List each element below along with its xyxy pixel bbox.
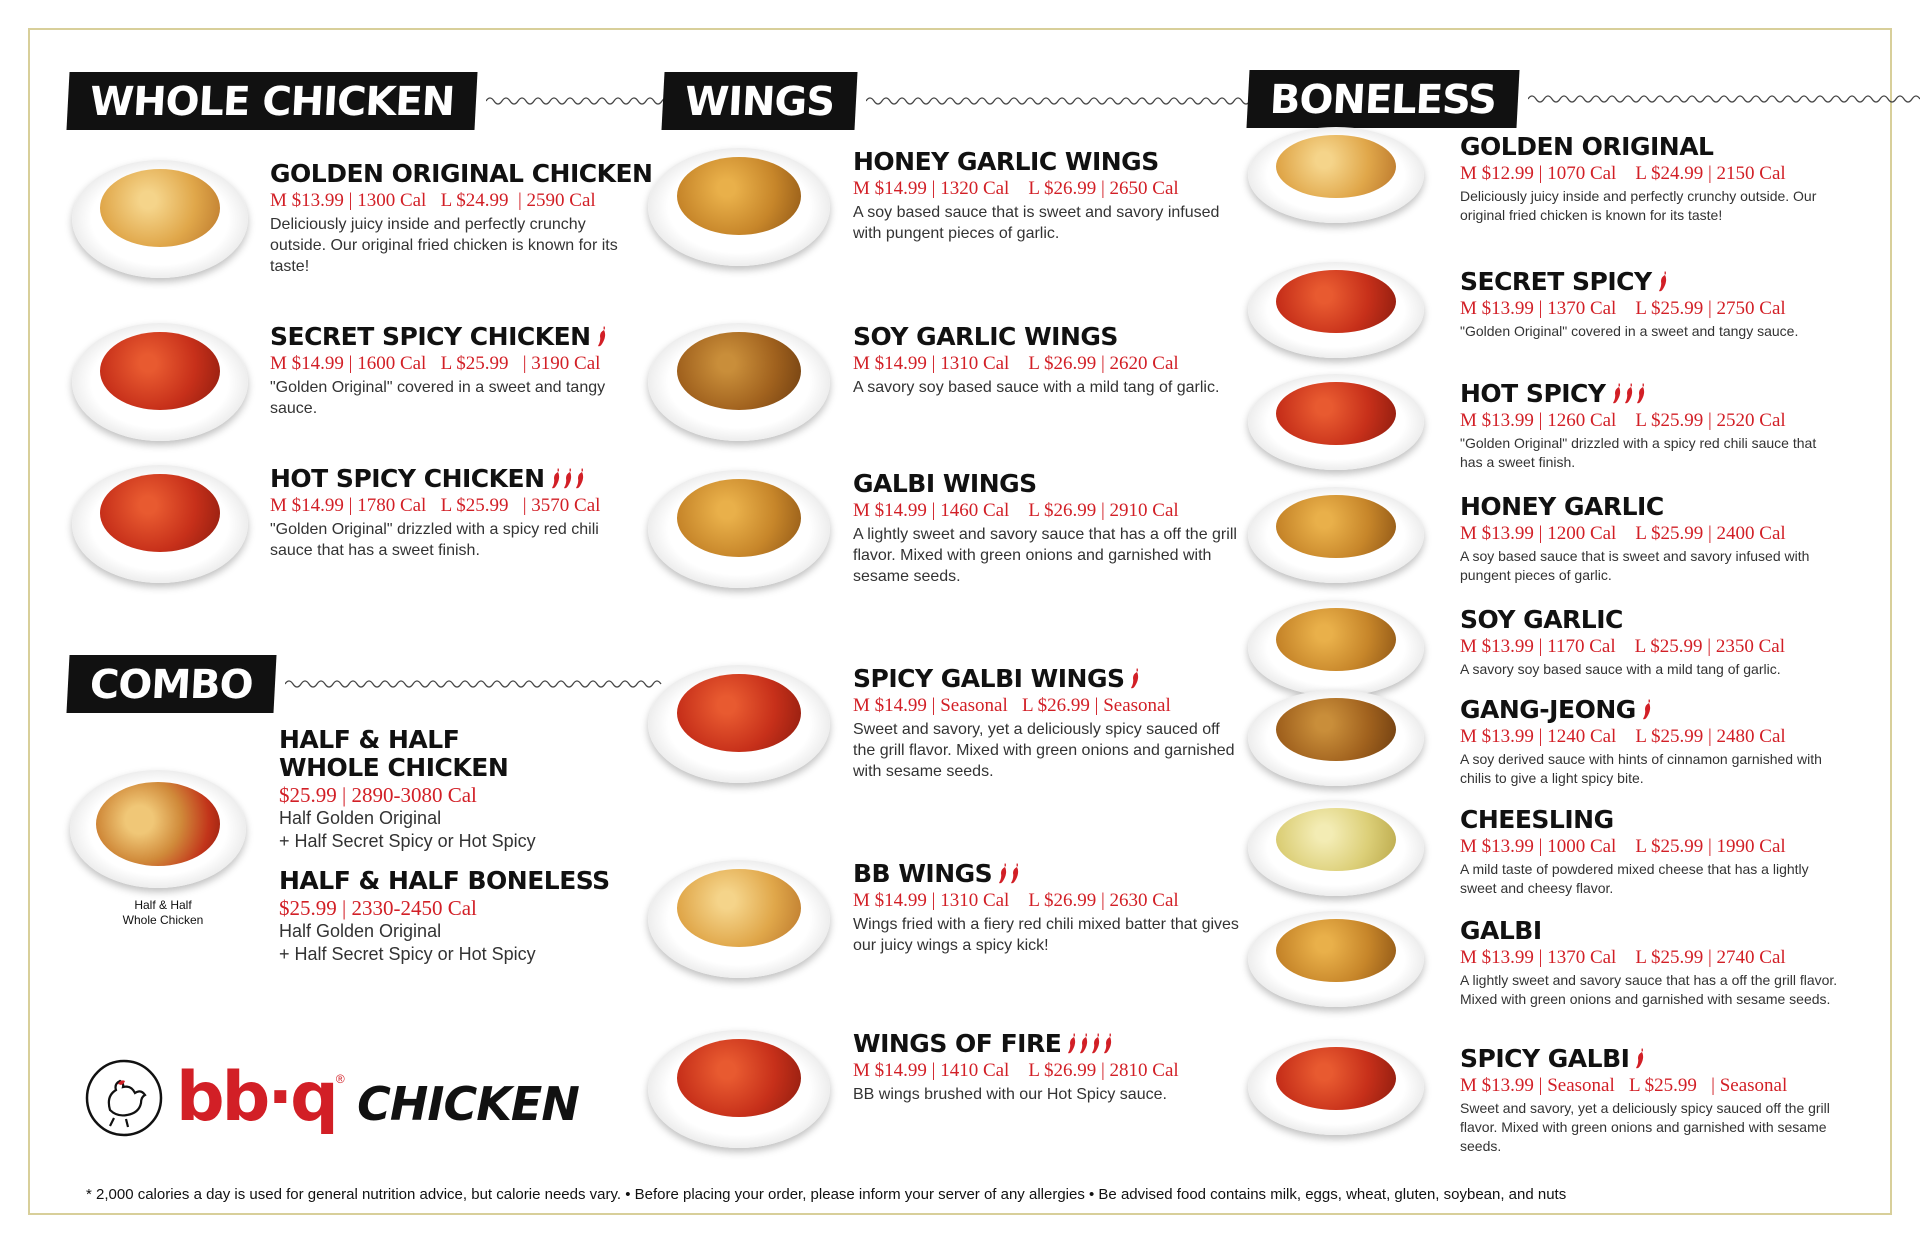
whole-chicken-item-price: M $14.99 | 1600 Cal L $25.99 | 3190 Cal [270, 353, 601, 374]
food-photo [100, 169, 220, 247]
whole-chicken-title: WHOLE CHICKEN [66, 72, 477, 130]
food-photo [1276, 808, 1396, 871]
boneless-item-desc: A lightly sweet and savory sauce that has a off the grill flavor. Mixed with green onions and garnished with sesame seeds. [1460, 972, 1838, 1007]
boneless-header [1248, 70, 1920, 128]
chili-pepper-icon [1635, 1047, 1646, 1069]
boneless-item-price: M $12.99 | 1070 Cal L $24.99 | 2150 Cal [1460, 163, 1786, 184]
combo-header [68, 655, 665, 713]
combo-caption-line2: Whole Chicken [122, 913, 204, 927]
wings-item[interactable] [853, 665, 1243, 782]
food-photo [677, 869, 801, 947]
wings-item-title: BB WINGS [853, 860, 1243, 888]
combo-item-title: HALF & HALF BONELESS [279, 866, 610, 895]
boneless-item-title: GANG-JEONG [1460, 696, 1840, 724]
wings-item[interactable] [853, 148, 1243, 244]
food-photo [1276, 608, 1396, 671]
chili-pepper-icon [597, 325, 608, 347]
combo-item-title: WHOLE CHICKEN [279, 753, 509, 782]
whole-chicken-item[interactable] [270, 159, 653, 277]
food-photo [1276, 135, 1396, 198]
boneless-item[interactable] [1460, 380, 1840, 472]
wings-item-title: WINGS OF FIRE [853, 1030, 1243, 1058]
wings-item-price: M $14.99 | 1320 Cal L $26.99 | 2650 Cal [853, 178, 1179, 199]
boneless-item-desc: Sweet and savory, yet a deliciously spicy sauced off the grill flavor. Mixed with green onions and garnished with sesame seeds. [1460, 1100, 1830, 1154]
wings-item-price: M $14.99 | 1460 Cal L $26.99 | 2910 Cal [853, 500, 1179, 521]
combo-item-desc: + Half Secret Spicy or Hot Spicy [279, 831, 536, 851]
combo-item-title: HALF & HALF [279, 725, 460, 754]
food-photo [1276, 382, 1396, 445]
wings-item[interactable] [853, 860, 1243, 956]
whole-chicken-item-desc: "Golden Original" drizzled with a spicy red chili sauce that has a sweet finish. [270, 521, 599, 559]
boneless-item-title: SPICY GALBI [1460, 1045, 1840, 1073]
chili-pepper-icon [575, 467, 586, 489]
chili-pepper-icon [1624, 382, 1635, 404]
squiggle-divider [1528, 93, 1920, 105]
boneless-item-title: HONEY GARLIC [1460, 492, 1664, 521]
boneless-item[interactable] [1460, 133, 1840, 225]
food-photo [677, 157, 801, 235]
boneless-title: BONELESS [1246, 70, 1519, 128]
combo-title: COMBO [66, 655, 276, 713]
wings-item-price: M $14.99 | 1310 Cal L $26.99 | 2630 Cal [853, 890, 1179, 911]
wings-header [663, 72, 1256, 130]
squiggle-divider [866, 95, 1256, 107]
chili-pepper-icon [1010, 862, 1021, 884]
combo-item-price: $25.99 | 2890-3080 Cal [279, 783, 477, 807]
boneless-item-desc: "Golden Original" covered in a sweet and tangy sauce. [1460, 323, 1799, 339]
chili-pepper-icon [551, 467, 562, 489]
wings-item-title: HONEY GARLIC WINGS [853, 147, 1159, 176]
food-photo [100, 332, 220, 410]
chili-pepper-icon [563, 467, 574, 489]
combo-item-desc: Half Golden Original [279, 921, 442, 941]
food-photo [1276, 270, 1396, 333]
wings-item-title: SPICY GALBI WINGS [853, 665, 1243, 693]
combo-item-desc: + Half Secret Spicy or Hot Spicy [279, 944, 536, 964]
wings-item-desc: A lightly sweet and savory sauce that has a off the grill flavor. Mixed with green onions and garnished with sesame seeds. [853, 526, 1237, 585]
wings-item-title: SOY GARLIC WINGS [853, 322, 1118, 351]
boneless-item-title: HOT SPICY [1460, 380, 1840, 408]
combo-caption [98, 898, 228, 928]
wings-item-desc: BB wings brushed with our Hot Spicy sauce. [853, 1086, 1167, 1103]
boneless-item-price: M $13.99 | 1240 Cal L $25.99 | 2480 Cal [1460, 726, 1786, 747]
food-photo [100, 474, 220, 552]
chili-pepper-icon [1612, 382, 1623, 404]
food-photo [1276, 1047, 1396, 1110]
combo-item-desc: Half Golden Original [279, 808, 442, 828]
boneless-item-price: M $13.99 | 1370 Cal L $25.99 | 2750 Cal [1460, 298, 1786, 319]
chili-pepper-icon [1130, 667, 1141, 689]
chili-pepper-icon [1079, 1032, 1090, 1054]
boneless-item-desc: "Golden Original" drizzled with a spicy red chili sauce that has a sweet finish. [1460, 435, 1817, 470]
boneless-item-desc: A savory soy based sauce with a mild tang of garlic. [1460, 661, 1781, 677]
squiggle-divider [285, 678, 665, 690]
boneless-item-price: M $13.99 | 1170 Cal L $25.99 | 2350 Cal [1460, 636, 1785, 657]
food-photo [1276, 698, 1396, 761]
food-photo [1276, 919, 1396, 982]
whole-chicken-item-title: HOT SPICY CHICKEN [270, 465, 630, 493]
wings-item-price: M $14.99 | Seasonal L $26.99 | Seasonal [853, 695, 1171, 716]
chili-pepper-icon [1642, 698, 1653, 720]
boneless-item-price: M $13.99 | Seasonal L $25.99 | Seasonal [1460, 1075, 1788, 1096]
chili-pepper-icon [1658, 270, 1669, 292]
boneless-item-title: GOLDEN ORIGINAL [1460, 132, 1714, 161]
boneless-item[interactable] [1460, 917, 1840, 1009]
boneless-item-desc: A mild taste of powdered mixed cheese that has a lightly sweet and cheesy flavor. [1460, 861, 1809, 896]
wings-item-title: GALBI WINGS [853, 469, 1037, 498]
wings-item-desc: A soy based sauce that is sweet and savory infused with pungent pieces of garlic. [853, 204, 1220, 242]
boneless-item-price: M $13.99 | 1000 Cal L $25.99 | 1990 Cal [1460, 836, 1786, 857]
food-photo [677, 674, 801, 752]
chili-pepper-icon [998, 862, 1009, 884]
boneless-item-price: M $13.99 | 1370 Cal L $25.99 | 2740 Cal [1460, 947, 1786, 968]
chili-pepper-icon [1103, 1032, 1114, 1054]
wings-item-desc: Sweet and savory, yet a deliciously spicy sauced off the grill flavor. Mixed with green onions and garnished with sesame seeds. [853, 721, 1235, 780]
wings-title: WINGS [661, 72, 857, 130]
food-photo [677, 332, 801, 410]
chili-pepper-icon [1067, 1032, 1078, 1054]
bbq-chicken-logo [84, 1058, 579, 1143]
combo-caption-line1: Half & Half [134, 898, 192, 912]
boneless-item-price: M $13.99 | 1260 Cal L $25.99 | 2520 Cal [1460, 410, 1786, 431]
wings-item-desc: Wings fried with a fiery red chili mixed batter that gives our juicy wings a spicy kick! [853, 916, 1239, 954]
whole-chicken-item[interactable] [270, 323, 630, 419]
boneless-item-title: GALBI [1460, 916, 1542, 945]
whole-chicken-item-price: M $13.99 | 1300 Cal L $24.99 | 2590 Cal [270, 190, 596, 211]
boneless-item[interactable] [1460, 606, 1840, 679]
boneless-item-desc: A soy based sauce that is sweet and savory infused with pungent pieces of garlic. [1460, 548, 1810, 583]
logo-brand: bb·q [176, 1058, 336, 1137]
logo-word: CHICKEN [357, 1077, 579, 1131]
boneless-item-desc: A soy derived sauce with hints of cinnamon garnished with chilis to give a light spicy bite. [1460, 751, 1822, 786]
food-photo [677, 1039, 801, 1117]
boneless-item[interactable] [1460, 696, 1840, 788]
combo-item-half-boneless[interactable] [279, 867, 610, 965]
whole-chicken-item-title: GOLDEN ORIGINAL CHICKEN [270, 159, 653, 188]
food-photo [677, 479, 801, 557]
chili-pepper-icon [1636, 382, 1647, 404]
wings-item-desc: A savory soy based sauce with a mild tang of garlic. [853, 379, 1220, 396]
boneless-item[interactable] [1460, 1045, 1840, 1156]
logo-registered: ® [335, 1072, 345, 1086]
whole-chicken-item-desc: "Golden Original" covered in a sweet and tangy sauce. [270, 379, 606, 417]
wings-item-price: M $14.99 | 1310 Cal L $26.99 | 2620 Cal [853, 353, 1179, 374]
wings-item[interactable] [853, 1030, 1243, 1105]
boneless-item[interactable] [1460, 493, 1840, 585]
wings-item[interactable] [853, 323, 1243, 398]
boneless-item-desc: Deliciously juicy inside and perfectly crunchy outside. Our original fried chicken is known for its taste! [1460, 188, 1817, 223]
boneless-item-title: CHEESLING [1460, 805, 1614, 834]
boneless-item-price: M $13.99 | 1200 Cal L $25.99 | 2400 Cal [1460, 523, 1786, 544]
whole-chicken-item-price: M $14.99 | 1780 Cal L $25.99 | 3570 Cal [270, 495, 601, 516]
footer-note: * 2,000 calories a day is used for general nutrition advice, but calorie needs vary. • Before placing your order, please inform your server of any allergies • Be advised food contains milk, eggs, wheat, gluten, soybean, and nuts [86, 1186, 1567, 1203]
chili-pepper-icon [1091, 1032, 1102, 1054]
wings-item-price: M $14.99 | 1410 Cal L $26.99 | 2810 Cal [853, 1060, 1179, 1081]
whole-chicken-item-desc: Deliciously juicy inside and perfectly crunchy outside. Our original fried chicken is known for its taste! [270, 216, 618, 275]
boneless-item[interactable] [1460, 268, 1840, 341]
whole-chicken-header [68, 72, 736, 130]
rooster-logo-icon [84, 1058, 164, 1138]
food-photo [1276, 495, 1396, 558]
combo-item-half-whole[interactable] [279, 726, 536, 852]
combo-item-price: $25.99 | 2330-2450 Cal [279, 896, 477, 920]
boneless-item-title: SOY GARLIC [1460, 605, 1623, 634]
wings-item[interactable] [853, 470, 1243, 587]
boneless-item-title: SECRET SPICY [1460, 268, 1840, 296]
whole-chicken-item[interactable] [270, 465, 630, 561]
boneless-item[interactable] [1460, 806, 1840, 898]
whole-chicken-item-title: SECRET SPICY CHICKEN [270, 323, 630, 351]
